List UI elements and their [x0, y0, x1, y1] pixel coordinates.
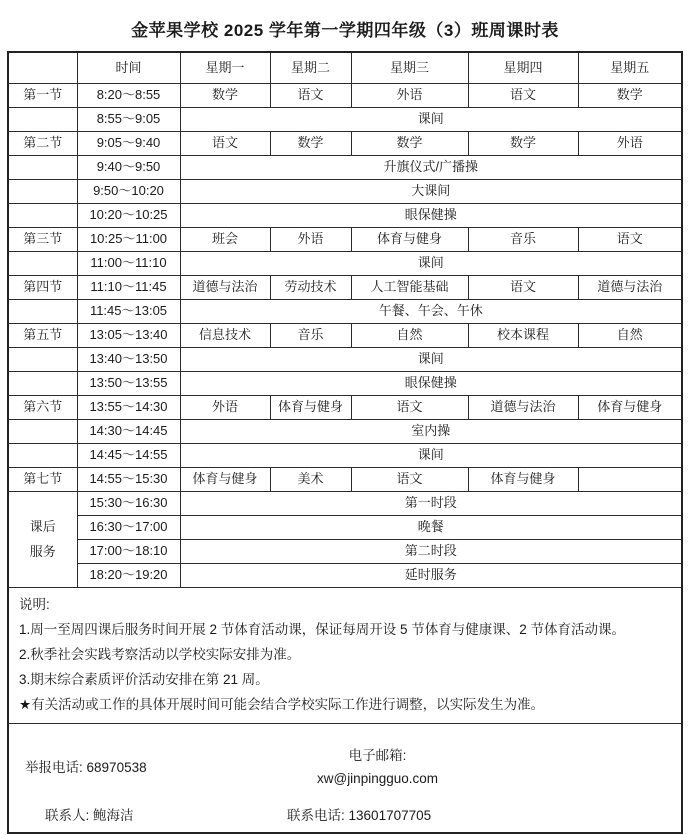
table-row — [8, 396, 682, 420]
email-label: 电子邮箱: — [348, 748, 407, 763]
table-row — [8, 276, 682, 300]
subject-cell: 数学 — [351, 132, 468, 156]
time-cell: 13:50～13:55 — [77, 372, 180, 396]
subject-cell: 音乐 — [270, 324, 351, 348]
report-phone — [25, 760, 147, 776]
time-cell: 11:00～11:10 — [77, 252, 180, 276]
contact-person-label: 联系人: — [45, 808, 90, 823]
time-cell: 16:30～17:00 — [77, 516, 180, 540]
time-cell: 14:45～14:55 — [77, 444, 180, 468]
day-header-monday: 星期一 — [180, 52, 270, 84]
subject-cell: 体育与健身 — [351, 228, 468, 252]
activity-cell: 晚餐 — [180, 516, 682, 540]
period-label — [8, 252, 77, 276]
time-cell: 9:50～10:20 — [77, 180, 180, 204]
period-label — [8, 444, 77, 468]
time-cell: 15:30～16:30 — [77, 492, 180, 516]
time-cell: 13:40～13:50 — [77, 348, 180, 372]
subject-cell: 数学 — [578, 84, 682, 108]
report-phone-value: 68970538 — [86, 760, 147, 775]
contact-cell — [8, 724, 682, 834]
table-row — [8, 564, 682, 588]
time-cell: 11:10～11:45 — [77, 276, 180, 300]
table-row — [8, 180, 682, 204]
time-cell: 13:55～14:30 — [77, 396, 180, 420]
period-label — [8, 348, 77, 372]
subject-cell: 美术 — [270, 468, 351, 492]
period-label: 第七节 — [8, 468, 77, 492]
subject-cell: 外语 — [351, 84, 468, 108]
subject-cell: 外语 — [578, 132, 682, 156]
time-cell: 13:05～13:40 — [77, 324, 180, 348]
period-label: 第四节 — [8, 276, 77, 300]
subject-cell: 外语 — [180, 396, 270, 420]
table-row — [8, 108, 682, 132]
time-cell: 14:30～14:45 — [77, 420, 180, 444]
subject-cell: 体育与健身 — [468, 468, 578, 492]
subject-cell: 数学 — [180, 84, 270, 108]
activity-cell: 课间 — [180, 348, 682, 372]
subject-cell — [578, 468, 682, 492]
period-label: 第一节 — [8, 84, 77, 108]
subject-cell: 体育与健身 — [180, 468, 270, 492]
notes-cell — [8, 588, 682, 724]
subject-cell: 语文 — [351, 468, 468, 492]
subject-cell: 自然 — [578, 324, 682, 348]
contact-person-value: 鲍海洁 — [93, 808, 134, 823]
activity-cell: 课间 — [180, 252, 682, 276]
table-row — [8, 540, 682, 564]
activity-cell: 眼保健操 — [180, 204, 682, 228]
activity-cell: 第一时段 — [180, 492, 682, 516]
subject-cell: 自然 — [351, 324, 468, 348]
period-label: 第六节 — [8, 396, 77, 420]
contact-phone — [287, 808, 431, 824]
table-row — [8, 372, 682, 396]
subject-cell: 数学 — [270, 132, 351, 156]
table-row — [8, 324, 682, 348]
after-school-label: 课后服务 — [29, 518, 56, 559]
table-row — [8, 492, 682, 516]
subject-cell: 道德与法治 — [578, 276, 682, 300]
note-line: 2.秋季社会实践考察活动以学校实际安排为准。 — [19, 647, 301, 662]
period-label — [8, 300, 77, 324]
table-row — [8, 420, 682, 444]
table-row — [8, 444, 682, 468]
subject-cell: 班会 — [180, 228, 270, 252]
table-row — [8, 516, 682, 540]
activity-cell: 延时服务 — [180, 564, 682, 588]
period-label: 第三节 — [8, 228, 77, 252]
activity-cell: 升旗仪式/广播操 — [180, 156, 682, 180]
header-row — [8, 52, 682, 84]
subject-cell: 校本课程 — [468, 324, 578, 348]
contact-row — [8, 724, 682, 834]
email-value: xw@jinpingguo.com — [316, 771, 438, 786]
table-row — [8, 132, 682, 156]
period-label — [8, 156, 77, 180]
table-row — [8, 300, 682, 324]
period-label — [8, 204, 77, 228]
subject-cell: 音乐 — [468, 228, 578, 252]
subject-cell: 语文 — [578, 228, 682, 252]
time-cell: 9:05～9:40 — [77, 132, 180, 156]
subject-cell: 语文 — [180, 132, 270, 156]
time-header: 时间 — [77, 52, 180, 84]
time-cell: 8:20～8:55 — [77, 84, 180, 108]
time-cell: 18:20～19:20 — [77, 564, 180, 588]
subject-cell: 劳动技术 — [270, 276, 351, 300]
subject-cell: 语文 — [468, 84, 578, 108]
subject-cell: 体育与健身 — [578, 396, 682, 420]
subject-cell: 外语 — [270, 228, 351, 252]
day-header-wednesday: 星期三 — [351, 52, 468, 84]
email-block — [275, 744, 480, 790]
time-cell: 14:55～15:30 — [77, 468, 180, 492]
day-header-tuesday: 星期二 — [270, 52, 351, 84]
time-cell: 10:25～11:00 — [77, 228, 180, 252]
time-cell: 17:00～18:10 — [77, 540, 180, 564]
subject-cell: 道德与法治 — [468, 396, 578, 420]
contact-phone-label: 联系电话: — [287, 808, 345, 823]
activity-cell: 课间 — [180, 444, 682, 468]
contact-phone-value: 13601707705 — [348, 808, 432, 823]
note-line: 1.周一至周四课后服务时间开展 2 节体育活动课，保证每周开设 5 节体育与健康课、2 节体育活动课。 — [19, 622, 626, 637]
activity-cell: 眼保健操 — [180, 372, 682, 396]
time-cell: 10:20～10:25 — [77, 204, 180, 228]
period-label: 第五节 — [8, 324, 77, 348]
table-row — [8, 348, 682, 372]
day-header-thursday: 星期四 — [468, 52, 578, 84]
contact-person — [45, 808, 134, 824]
period-label — [8, 180, 77, 204]
activity-cell: 课间 — [180, 108, 682, 132]
subject-cell: 体育与健身 — [270, 396, 351, 420]
table-row — [8, 156, 682, 180]
period-label — [8, 372, 77, 396]
activity-cell: 第二时段 — [180, 540, 682, 564]
table-row — [8, 204, 682, 228]
subject-cell: 数学 — [468, 132, 578, 156]
timetable-table — [7, 51, 683, 834]
report-phone-label: 举报电话: — [25, 760, 83, 775]
table-row — [8, 468, 682, 492]
notes-heading: 说明: — [19, 597, 50, 612]
period-label: 第二节 — [8, 132, 77, 156]
subject-cell: 人工智能基础 — [351, 276, 468, 300]
page-title: 金苹果学校 2025 学年第一学期四年级（3）班周课时表 — [131, 21, 559, 40]
after-school-label-cell — [8, 492, 77, 588]
activity-cell: 午餐、午会、午休 — [180, 300, 682, 324]
subject-cell: 语文 — [270, 84, 351, 108]
time-cell: 9:40～9:50 — [77, 156, 180, 180]
table-row — [8, 252, 682, 276]
period-label — [8, 108, 77, 132]
note-line: 3.期末综合素质评价活动安排在第 21 周。 — [19, 672, 269, 687]
subject-cell: 语文 — [351, 396, 468, 420]
subject-cell: 信息技术 — [180, 324, 270, 348]
period-label — [8, 420, 77, 444]
time-cell: 8:55～9:05 — [77, 108, 180, 132]
subject-cell: 道德与法治 — [180, 276, 270, 300]
table-row — [8, 84, 682, 108]
activity-cell: 大课间 — [180, 180, 682, 204]
time-cell: 11:45～13:05 — [77, 300, 180, 324]
activity-cell: 室内操 — [180, 420, 682, 444]
table-row — [8, 228, 682, 252]
corner-cell — [8, 52, 77, 84]
subject-cell: 语文 — [468, 276, 578, 300]
day-header-friday: 星期五 — [578, 52, 682, 84]
notes-row — [8, 588, 682, 724]
note-line: ★有关活动或工作的具体开展时间可能会结合学校实际工作进行调整，以实际发生为准。 — [19, 697, 545, 712]
